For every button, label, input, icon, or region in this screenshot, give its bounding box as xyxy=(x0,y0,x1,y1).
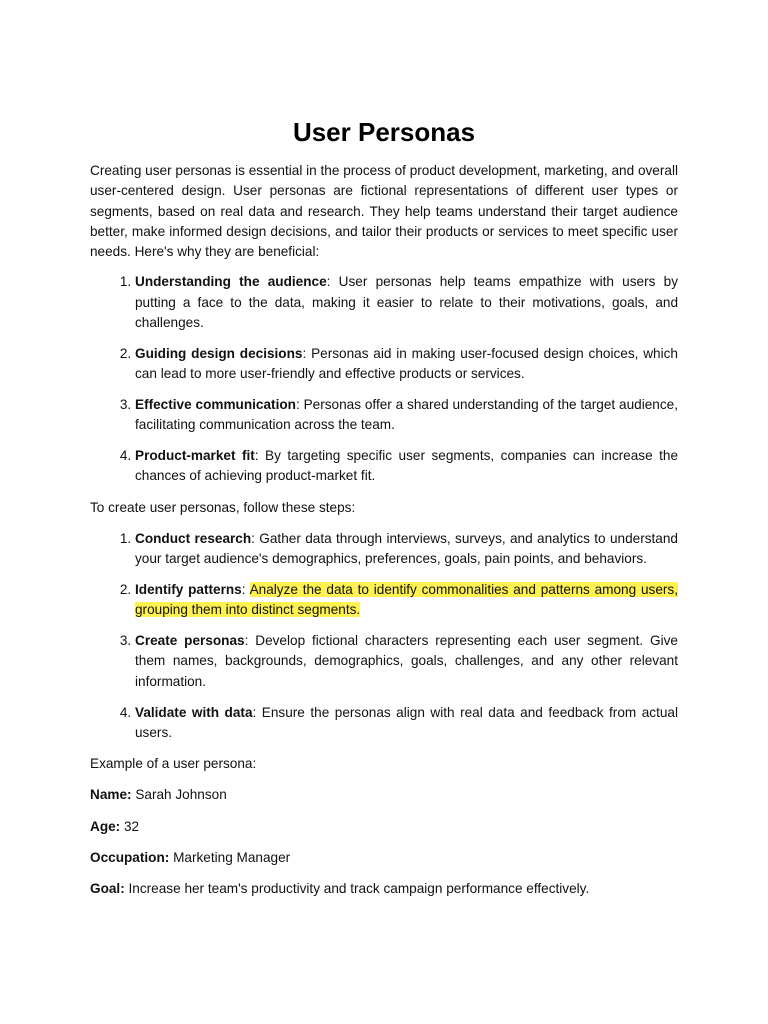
intro-paragraph: Creating user personas is essential in the process of product development, marketing, and overall user-centered design. User personas are fictional representations of different user types or segments, based on real data and research. They help teams understand their target audience better, make informed design decisions, and tailor their products or services to meet specific user needs. Here's why they are beneficial: xyxy=(90,163,678,260)
benefit-term: Understanding the audience xyxy=(135,274,327,290)
list-item xyxy=(135,272,678,333)
step-text: Develop fictional characters representing each user segment. Give them names, backgrounds, demographics, goals, challenges, and any other relevant information. xyxy=(135,633,678,689)
benefit-term: Effective communication xyxy=(135,396,296,412)
page-title: User Personas xyxy=(292,117,476,147)
persona-age-label: Age: xyxy=(90,818,121,834)
persona-age xyxy=(90,817,678,837)
step-separator: : xyxy=(241,582,250,598)
persona-goal xyxy=(90,879,678,899)
list-item xyxy=(135,580,678,621)
list-item xyxy=(135,446,678,487)
list-item xyxy=(135,395,678,436)
persona-goal-value: Increase her team's productivity and track campaign performance effectively. xyxy=(124,881,590,897)
list-item xyxy=(135,344,678,385)
persona-goal-label: Goal: xyxy=(90,881,125,897)
steps-intro: To create user personas, follow these steps: xyxy=(90,499,356,515)
persona-occupation-label: Occupation: xyxy=(90,850,170,866)
list-item xyxy=(135,631,678,692)
persona-age-value: 32 xyxy=(120,818,140,834)
persona-name-label: Name: xyxy=(90,787,132,803)
step-text: Gather data through interviews, surveys, and analytics to understand your target audience's demographics, preferences, goals, pain points, and behaviors. xyxy=(135,530,678,567)
step-term: Identify patterns xyxy=(135,582,242,598)
step-separator: : xyxy=(251,530,260,546)
example-intro: Example of a user persona: xyxy=(90,756,257,772)
benefit-text: : User personas help teams empathize with users by putting a face to the data, making it easier to relate to their motivations, goals, and challenges. xyxy=(135,274,678,331)
step-term: Create personas xyxy=(135,633,245,649)
document-page xyxy=(90,112,678,911)
step-text: Ensure the personas align with real data and feedback from actual users. xyxy=(135,704,678,740)
benefit-term: Product-market fit xyxy=(135,448,255,464)
steps-list xyxy=(90,529,678,743)
step-separator: : xyxy=(244,633,256,649)
list-item xyxy=(135,529,678,570)
step-term: Validate with data xyxy=(135,704,253,720)
step-term: Conduct research xyxy=(135,530,252,546)
benefit-term: Guiding design decisions xyxy=(135,345,303,361)
persona-occupation-value: Marketing Manager xyxy=(169,850,291,866)
persona-name xyxy=(90,785,678,805)
benefits-list xyxy=(90,272,678,486)
benefit-text: : Personas aid in making user-focused design choices, which can lead to more user-friendly and effective products or services. xyxy=(135,345,678,382)
step-separator: : xyxy=(252,704,262,720)
highlighted-step-text: Analyze the data to identify commonalities and patterns among users, grouping them into distinct segments. xyxy=(135,582,678,618)
persona-name-value: Sarah Johnson xyxy=(131,787,227,803)
benefit-text: : By targeting specific user segments, companies can increase the chances of achieving product-market fit. xyxy=(135,448,679,484)
persona-occupation xyxy=(90,848,678,868)
benefit-text: : Personas offer a shared understanding of the target audience, facilitating communication across the team. xyxy=(135,396,678,433)
list-item xyxy=(135,703,678,744)
